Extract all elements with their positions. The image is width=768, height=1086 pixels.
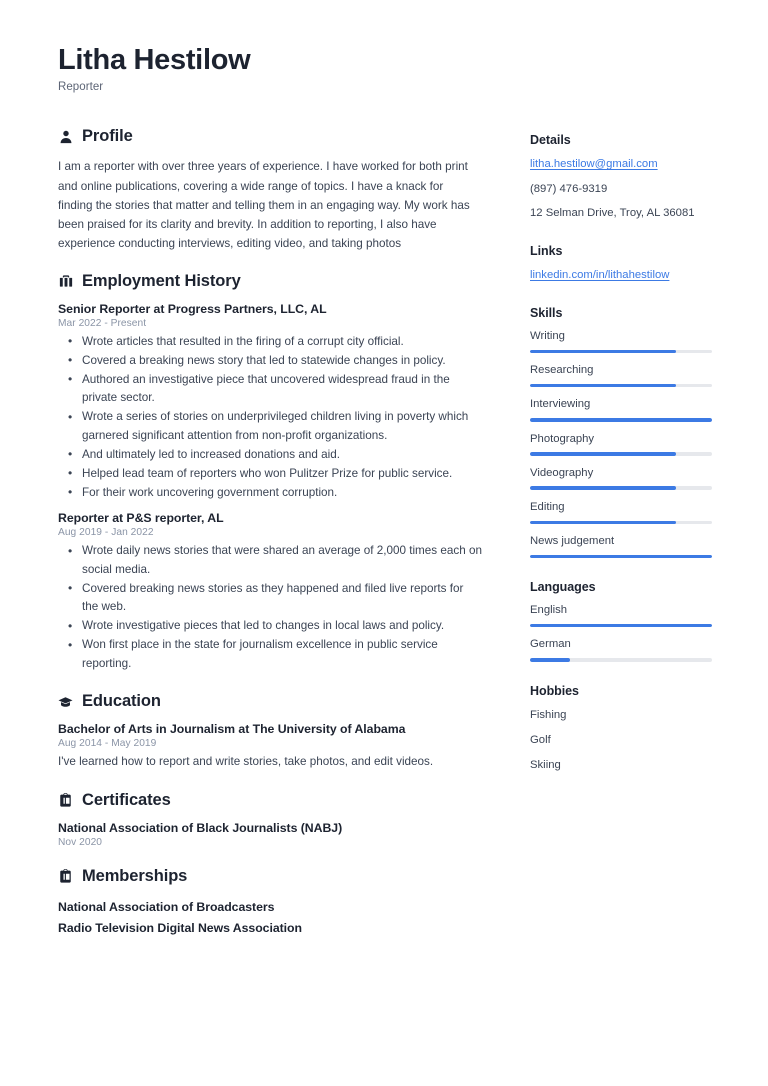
sidebar-column — [530, 127, 720, 796]
section-education — [58, 692, 482, 772]
sidebar-languages — [530, 580, 720, 661]
resume-header — [58, 44, 716, 93]
skill-bar-fill — [530, 486, 676, 490]
skill-label: Writing — [530, 330, 565, 343]
language-bar-fill — [530, 658, 570, 662]
section-employment-header — [58, 272, 482, 291]
section-education-title: Education — [82, 692, 161, 711]
section-employment — [58, 272, 482, 673]
certificate-entry — [58, 821, 482, 848]
graduation-cap-icon — [58, 694, 73, 710]
resume-body — [58, 127, 716, 958]
skill-bar-fill — [530, 384, 676, 388]
clipboard-icon — [58, 792, 73, 808]
bullet-item: • Covered a breaking news story that led to statewide changes in policy. — [58, 352, 482, 370]
skill-bar-track — [530, 452, 712, 456]
employment-entry-bullets — [58, 333, 482, 502]
skill-label: Editing — [530, 500, 565, 513]
phone-text: (897) 476-9319 — [530, 182, 608, 195]
skill-bar-track — [530, 418, 712, 422]
section-profile-title: Profile — [82, 127, 133, 146]
sidebar-details-title: Details — [530, 133, 571, 148]
profile-text: I am a reporter with over three years of experience. I have worked for both print and online publications, covering a wide range of topics. I have a knack for finding the stories that matter and telling them in an engaging way. My work has been praised for its clarity and brevity. In addition to reporting, I also have experience conducting interviews, editing video, and taking photos — [58, 160, 470, 250]
section-education-header — [58, 692, 482, 711]
certificate-entry-date: Nov 2020 — [58, 836, 103, 848]
certificate-entry-title: National Association of Black Journalists (NABJ) — [58, 820, 343, 835]
skill-bar-track — [530, 350, 712, 354]
skill-rating — [530, 500, 720, 524]
linkedin-link[interactable]: linkedin.com/in/lithahestilow — [530, 268, 670, 281]
sidebar-languages-title: Languages — [530, 580, 596, 595]
clipboard-icon — [58, 868, 73, 884]
sidebar-links — [530, 244, 720, 284]
employment-entry-title: Senior Reporter at Progress Partners, LLC, AL — [58, 301, 327, 316]
hobby-item: Golf — [530, 733, 551, 746]
main-column — [58, 127, 482, 958]
skill-label: Interviewing — [530, 398, 591, 411]
skill-bar-track — [530, 486, 712, 490]
employment-entry-date: Mar 2022 - Present — [58, 317, 147, 329]
user-icon — [58, 129, 73, 145]
section-profile-header — [58, 127, 482, 146]
language-rating — [530, 637, 720, 661]
hobby-item: Skiing — [530, 758, 561, 771]
section-profile — [58, 127, 482, 252]
bullet-item: • Won first place in the state for journalism excellence in public service reporting. — [58, 636, 482, 673]
skill-rating — [530, 363, 720, 387]
skill-rating — [530, 534, 720, 558]
education-entry-date: Aug 2014 - May 2019 — [58, 738, 157, 750]
membership-item: Radio Television Digital News Association — [58, 921, 302, 936]
sidebar-links-title: Links — [530, 243, 563, 258]
email-link[interactable]: litha.hestilow@gmail.com — [530, 158, 658, 171]
section-memberships — [58, 867, 482, 940]
skill-rating — [530, 466, 720, 490]
employment-entry-title: Reporter at P&S reporter, AL — [58, 511, 224, 526]
skill-bar-fill — [530, 452, 676, 456]
education-entry — [58, 722, 482, 772]
skill-bar-fill — [530, 350, 676, 354]
section-certificates-title: Certificates — [82, 790, 171, 809]
section-memberships-title: Memberships — [82, 866, 188, 885]
language-label: English — [530, 604, 568, 617]
bullet-item: • Wrote articles that resulted in the firing of a corrupt city official. — [58, 333, 482, 351]
skill-bar-fill — [530, 521, 676, 525]
sidebar-skills-title: Skills — [530, 306, 563, 321]
bullet-item: • Wrote investigative pieces that led to changes in local laws and policy. — [58, 617, 482, 635]
bullet-item: • Covered breaking news stories as they happened and filed live reports for the web. — [58, 580, 482, 617]
skill-rating — [530, 329, 720, 353]
section-certificates — [58, 791, 482, 848]
skill-label: Photography — [530, 432, 595, 445]
bullet-item: • Wrote a series of stories on underprivileged children living in poverty which garnered significant attention from non-profit organizations. — [58, 408, 482, 445]
skill-bar-fill — [530, 418, 712, 422]
employment-entry — [58, 511, 482, 673]
candidate-name: Litha Hestilow — [58, 44, 251, 76]
bullet-item: • For their work uncovering government corruption. — [58, 484, 482, 502]
skill-rating — [530, 432, 720, 456]
sidebar-details — [530, 133, 720, 221]
address-text: 12 Selman Drive, Troy, AL 36081 — [530, 206, 695, 219]
skill-label: Videography — [530, 466, 594, 479]
skill-label: News judgement — [530, 535, 615, 548]
skill-rating — [530, 397, 720, 421]
section-certificates-header — [58, 791, 482, 810]
skill-label: Researching — [530, 364, 594, 377]
education-entry-title: Bachelor of Arts in Journalism at The University of Alabama — [58, 722, 406, 737]
employment-entry-date: Aug 2019 - Jan 2022 — [58, 527, 154, 539]
candidate-job-title: Reporter — [58, 81, 104, 94]
section-memberships-header — [58, 867, 482, 886]
skill-bar-track — [530, 555, 712, 559]
bullet-item: • Helped lead team of reporters who won Pulitzer Prize for public service. — [58, 465, 482, 483]
bullet-item: • And ultimately led to increased donations and aid. — [58, 446, 482, 464]
language-bar-track — [530, 624, 712, 628]
bullet-item: • Authored an investigative piece that uncovered widespread fraud in the private sector. — [58, 371, 482, 408]
briefcase-icon — [58, 273, 73, 289]
membership-item: National Association of Broadcasters — [58, 899, 275, 914]
language-bar-track — [530, 658, 712, 662]
language-bar-fill — [530, 624, 712, 628]
section-employment-title: Employment History — [82, 271, 241, 290]
language-rating — [530, 603, 720, 627]
employment-entry-bullets — [58, 542, 482, 673]
employment-entry — [58, 302, 482, 502]
skill-bar-track — [530, 384, 712, 388]
sidebar-hobbies-title: Hobbies — [530, 683, 579, 698]
bullet-item: • Wrote daily news stories that were shared an average of 2,000 times each on social media. — [58, 542, 482, 579]
language-label: German — [530, 638, 571, 651]
skill-bar-track — [530, 521, 712, 525]
education-entry-description: I've learned how to report and write stories, take photos, and edit videos. — [58, 755, 434, 769]
sidebar-hobbies — [530, 684, 720, 774]
skill-bar-fill — [530, 555, 712, 559]
sidebar-skills — [530, 306, 720, 558]
hobby-item: Fishing — [530, 708, 567, 721]
